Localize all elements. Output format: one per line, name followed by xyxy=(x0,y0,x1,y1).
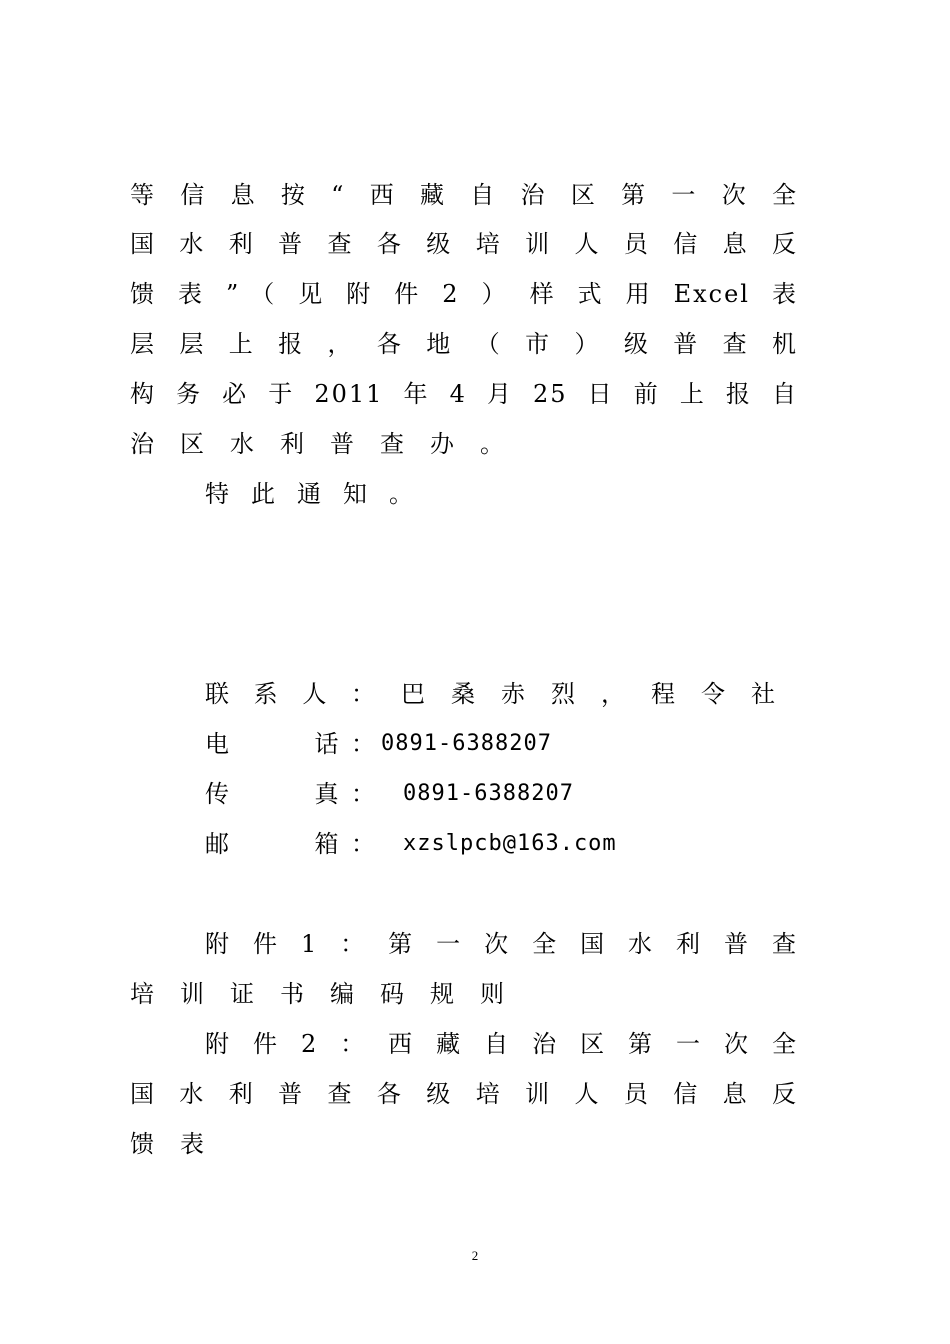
page-number: 2 xyxy=(471,1248,479,1263)
contact-fax-value: 0891-6388207 xyxy=(403,781,574,806)
body-line-6: 治区水利普查办。 xyxy=(130,430,530,458)
attachment-1-line-2: 培训证书编码规则 xyxy=(130,980,530,1008)
contact-phone-label: 电 话： xyxy=(205,730,375,758)
closing-line: 特此通知。 xyxy=(205,480,435,508)
contact-fax-label: 传 真： xyxy=(205,780,375,808)
body-line-1: 等信息按“西藏自治区第一次全 xyxy=(130,181,798,209)
contact-email-row xyxy=(205,829,617,859)
contact-phone-value: 0891-6388207 xyxy=(381,731,552,756)
contact-person-value: 巴桑赤烈，程令社 xyxy=(401,680,801,708)
contact-person-row xyxy=(205,679,801,709)
attachment-2-line-1: 附件2：西藏自治区第一次全 xyxy=(205,1030,798,1058)
attachment-1-line-1: 附件1：第一次全国水利普查 xyxy=(205,930,798,958)
body-line-5: 构务必于2011年4月25日前上报自 xyxy=(130,380,798,408)
attachment-2-line-2: 国水利普查各级培训人员信息反 xyxy=(130,1080,798,1108)
contact-fax-row xyxy=(205,779,574,809)
contact-email-value: xzslpcb@163.com xyxy=(403,831,617,856)
body-line-4: 层层上报，各地（市）级普查机 xyxy=(130,330,798,358)
contact-person-label: 联系人： xyxy=(205,680,375,708)
contact-email-label: 邮 箱： xyxy=(205,830,375,858)
body-line-2: 国水利普查各级培训人员信息反 xyxy=(130,230,798,258)
attachment-2-line-3: 馈表 xyxy=(130,1130,230,1158)
contact-phone-row xyxy=(205,729,552,759)
body-line-3: 馈表”（见附件2）样式用Excel表 xyxy=(130,280,798,308)
